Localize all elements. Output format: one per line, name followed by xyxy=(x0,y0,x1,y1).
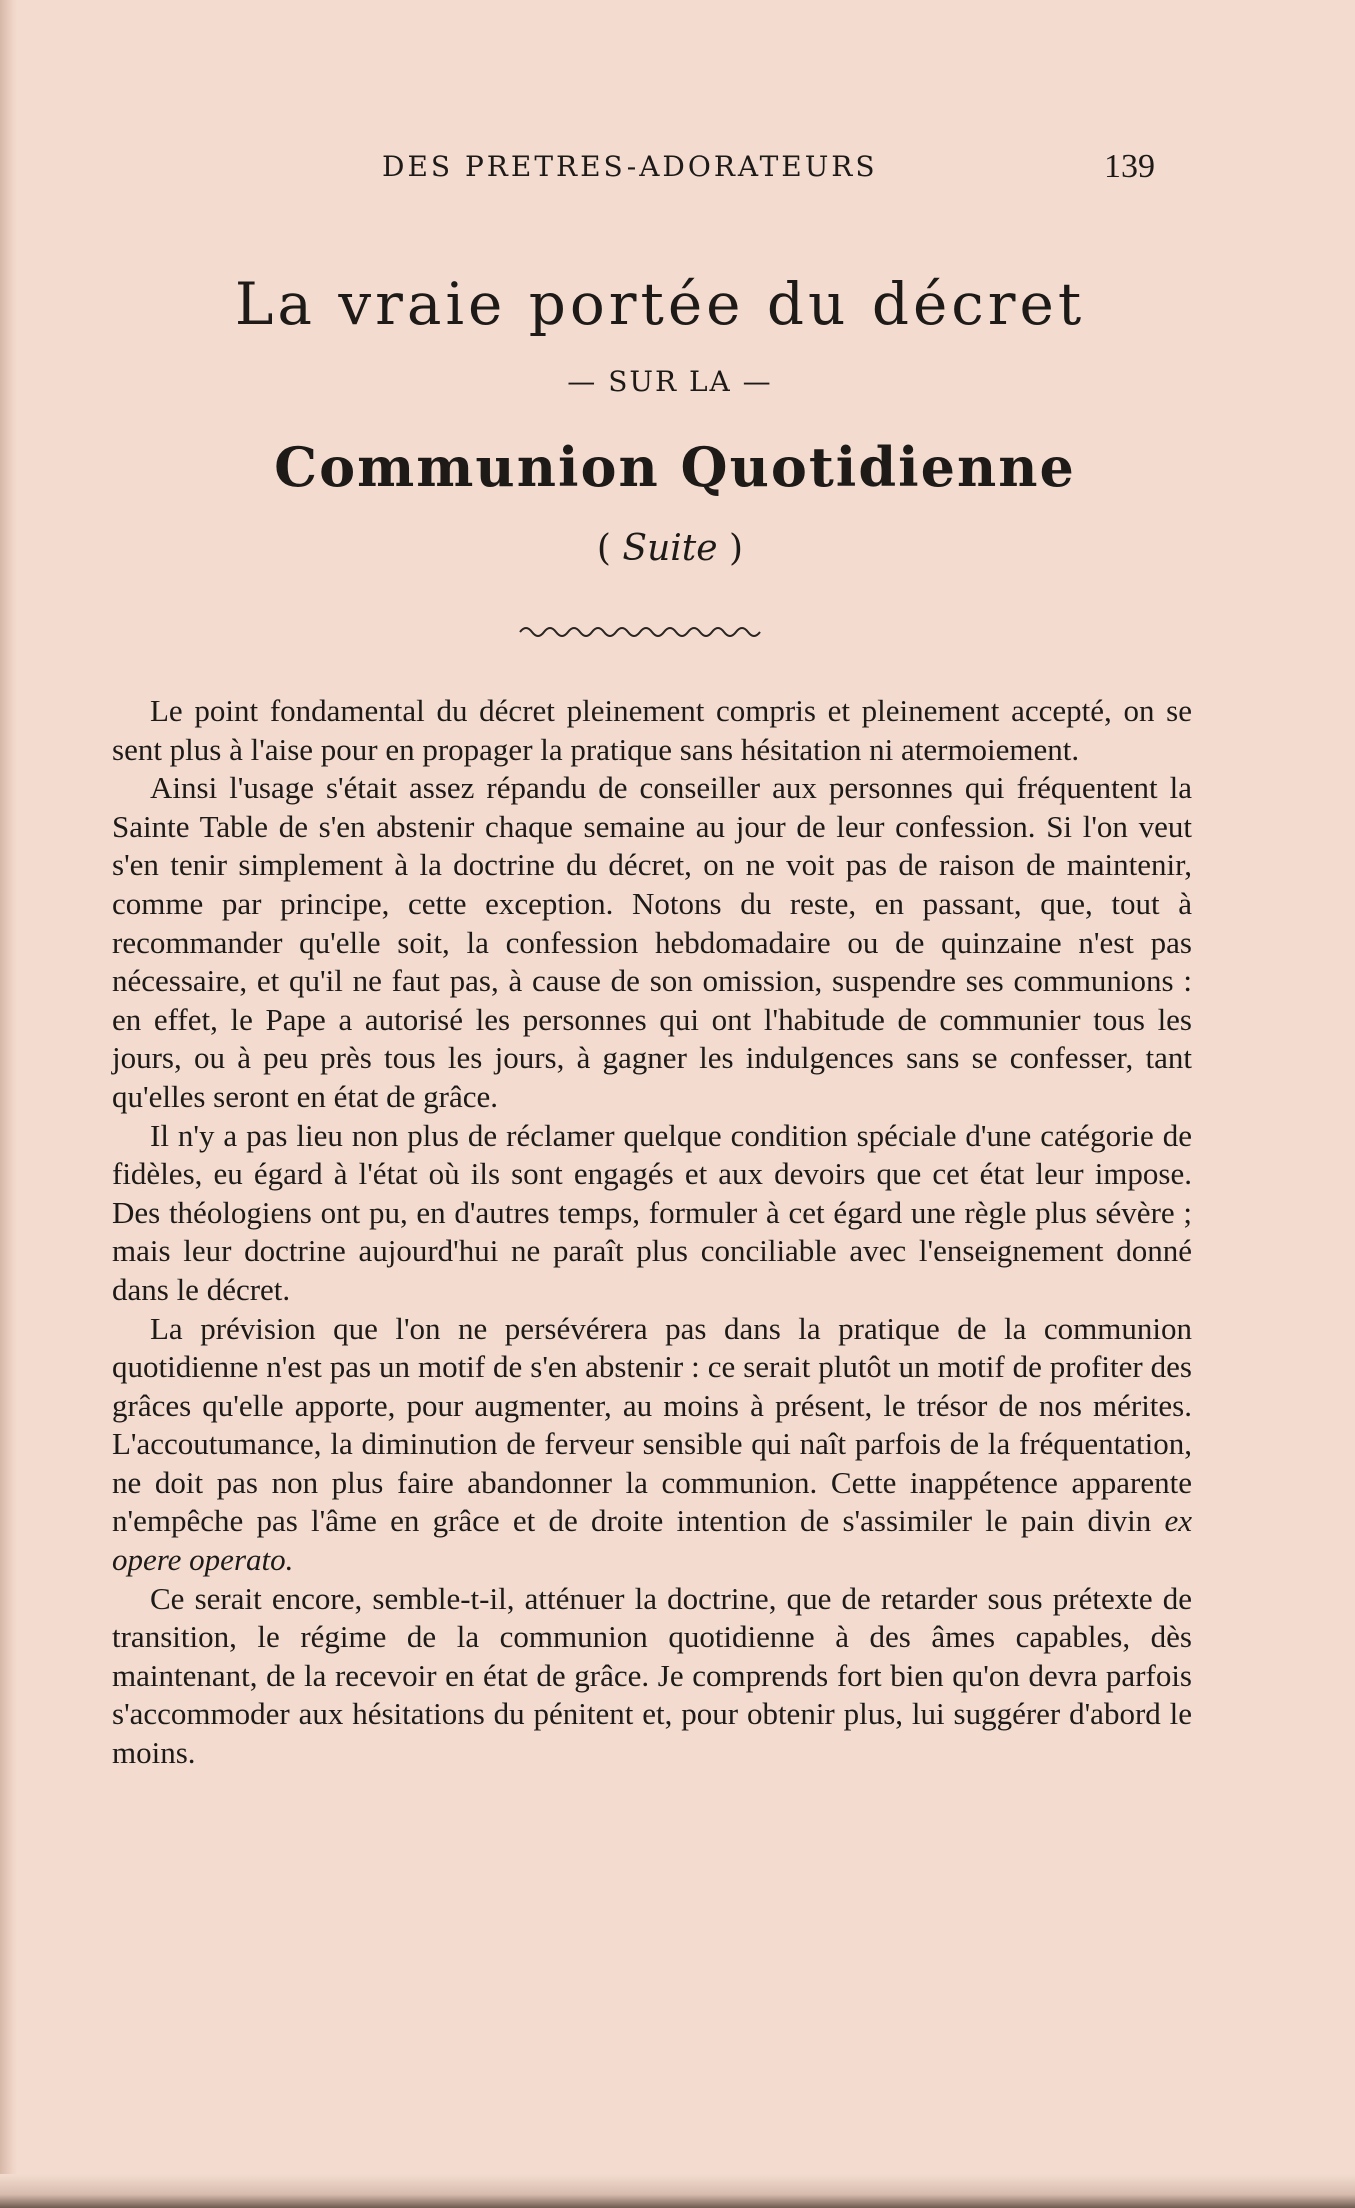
paragraph-4 xyxy=(112,1310,1192,1580)
article-body xyxy=(112,692,1192,1773)
page-number: 139 xyxy=(1104,148,1155,185)
article-subtitle: — SUR LA — xyxy=(567,365,773,398)
article-suite-label xyxy=(420,528,920,569)
article-title: La vraie portée du décret xyxy=(234,270,1086,338)
suite-close-paren: ) xyxy=(717,528,744,569)
page-bottom-edge xyxy=(0,2174,1355,2208)
paragraph-3: Il n'y a pas lieu non plus de réclamer quelque condition spéciale d'une catégorie de fidèles, eu égard à l'état où ils sont engagés et aux devoirs que cet état leur impose. Des théologiens ont pu, en d'autres temps, formuler à cet égard une règle plus sévère ; mais leur doctrine aujourd'hui ne paraît plus conciliable avec l'enseignement donné dans le décret. xyxy=(112,1117,1192,1307)
paragraph-1: Le point fondamental du décret pleinement compris et pleinement accepté, on se sent plus à l'aise pour en propager la pratique sans hésitation ni atermoiement. xyxy=(112,693,1192,767)
wavy-divider-ornament xyxy=(518,620,768,644)
suite-word: Suite xyxy=(622,528,718,569)
running-header-title: DES PRETRES-ADORATEURS xyxy=(382,150,878,183)
article-title-line2: Communion Quotidienne xyxy=(274,435,1076,499)
page-binding-edge xyxy=(0,0,18,2208)
paragraph-5: Ce serait encore, semble-t-il, atténuer la doctrine, que de retarder sous prétexte de transition, le régime de la communion quotidienne à des âmes capables, dès maintenant, de la recevoir en état de grâce. Je comprends fort bien qu'on devra parfois s'accommoder aux hésitations du pénitent et, pour obtenir plus, lui suggérer d'abord le moins. xyxy=(112,1580,1192,1771)
paragraph-4-text: La prévision que l'on ne persévérera pas dans la pratique de la communion quotidienne n'est pas un motif de s'en abstenir : ce serait plutôt un motif de profiter des grâces qu'elle apporte, pour augmenter, au moins à présent, le trésor de nos mérites. L'accoutumance, la diminution de ferveur sensible qui naît parfois de la fréquentation, ne doit pas non plus faire abandonner la communion. Cette inappétence apparente n'empêche pas l'âme en grâce et de droite intention de s'assimiler le pain divin xyxy=(112,1310,1192,1539)
paragraph-4-italic: ex opere operato. xyxy=(112,1503,1192,1578)
paragraph-2: Ainsi l'usage s'était assez répandu de conseiller aux personnes qui fréquentent la Sainte Table de s'en abstenir chaque semaine au jour de leur confession. Si l'on veut s'en tenir simplement à la doctrine du décret, on ne voit pas de raison de maintenir, comme par principe, cette exception. Notons du reste, en passant, que, tout à recommander qu'elle soit, la confession hebdomadaire ou de quinzaine n'est pas nécessaire, et qu'il ne faut pas, à cause de son omission, suspendre ses communions : en effet, le Pape a autorisé les personnes qui ont l'habitude de communier tous les jours, ou à peu près tous les jours, à gagner les indulgences sans se confesser, tant qu'elles seront en état de grâce. xyxy=(112,770,1192,1114)
suite-open-paren: ( xyxy=(596,528,623,569)
